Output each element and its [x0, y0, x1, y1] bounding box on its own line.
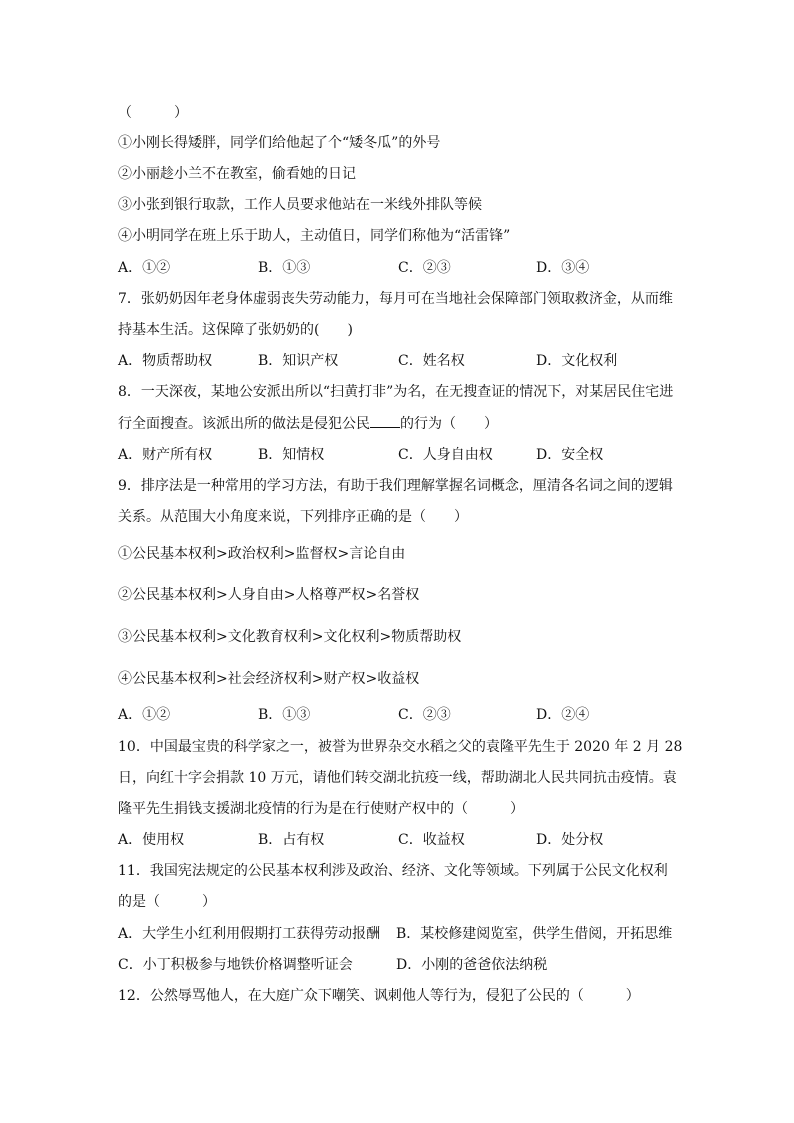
q9-item-4: ④公民基本权利>社会经济权利>财产权>收益权 [118, 671, 420, 687]
q11-line-2: 的是（ ） [118, 894, 216, 910]
q9-item-2: ②公民基本权利>人身自由>人格尊严权>名誉权 [118, 587, 420, 603]
q9-option-c[interactable]: C．②③ [398, 707, 451, 723]
q10-option-a[interactable]: A．使用权 [118, 832, 185, 848]
q10-option-d[interactable]: D．处分权 [536, 832, 604, 848]
q9-option-a[interactable]: A．①② [118, 707, 171, 723]
q9-option-d[interactable]: D．②④ [536, 707, 590, 723]
q9-line-1: 9．排序法是一种常用的学习方法，有助于我们理解掌握名词概念，厘清各名词之间的逻辑 [118, 478, 673, 494]
q7-line-2: 持基本生活。这保障了张奶奶的( ) [118, 322, 353, 338]
q10-line-2: 日，向红十字会捐款 10 万元，请他们转交湖北抗疫一线，帮助湖北人民共同抗击疫情。袁 [118, 770, 677, 786]
q6-item-4: ④小明同学在班上乐于助人，主动值日，同学们称他为“活雷锋” [118, 228, 511, 244]
q10-option-b[interactable]: B．占有权 [258, 832, 325, 848]
q9-item-3: ③公民基本权利>文化教育权利>文化权利>物质帮助权 [118, 629, 462, 645]
answer-blank [370, 414, 400, 428]
q7-option-a[interactable]: A．物质帮助权 [118, 353, 213, 369]
q8-option-d[interactable]: D．安全权 [536, 447, 604, 463]
q8-line-2-before-blank: 行全面搜查。该派出所的做法是侵犯公民 [118, 416, 370, 432]
q7-option-b[interactable]: B．知识产权 [258, 353, 339, 369]
q8-line-2-after-blank: 的行为（ ） [400, 416, 498, 432]
q6-option-d[interactable]: D．③④ [536, 260, 590, 276]
q11-option-c[interactable]: C．小丁积极参与地铁价格调整听证会 [118, 957, 353, 973]
q10-line-3: 隆平先生捐钱支援湖北疫情的行为是在行使财产权中的（ ） [118, 801, 524, 817]
q6-stem-tail: （ ） [118, 105, 188, 121]
q11-option-a[interactable]: A．大学生小红利用假期打工获得劳动报酬 [118, 926, 381, 942]
q11-option-b[interactable]: B．某校修建阅览室，供学生借阅，开拓思维 [396, 926, 673, 942]
q12-line-1: 12．公然辱骂他人，在大庭广众下嘲笑、讽刺他人等行为，侵犯了公民的（ ） [118, 988, 640, 1004]
q9-line-2: 关系。从范围大小角度来说，下列排序正确的是（ ） [118, 509, 468, 525]
q7-option-d[interactable]: D．文化权利 [536, 353, 618, 369]
q6-item-3: ③小张到银行取款，工作人员要求他站在一米线外排队等候 [118, 197, 482, 213]
q9-item-1: ①公民基本权利>政治权利>监督权>言论自由 [118, 546, 406, 562]
q8-line-2 [118, 414, 498, 433]
q10-option-c[interactable]: C．收益权 [398, 832, 465, 848]
q9-option-b[interactable]: B．①③ [258, 707, 311, 723]
q6-item-2: ②小丽趁小兰不在教室，偷看她的日记 [118, 166, 356, 182]
q8-option-b[interactable]: B．知情权 [258, 447, 325, 463]
q10-line-1: 10．中国最宝贵的科学家之一，被誉为世界杂交水稻之父的袁隆平先生于 2020 年 2 月 28 [118, 739, 683, 755]
q8-option-a[interactable]: A．财产所有权 [118, 447, 213, 463]
q8-option-c[interactable]: C．人身自由权 [398, 447, 493, 463]
q11-line-1: 11．我国宪法规定的公民基本权利涉及政治、经济、文化等领域。下列属于公民文化权利 [118, 863, 668, 879]
q8-line-1: 8．一天深夜，某地公安派出所以“扫黄打非”为名，在无搜查证的情况下，对某居民住宅进 [118, 384, 674, 400]
q6-option-c[interactable]: C．②③ [398, 260, 451, 276]
q6-option-a[interactable]: A．①② [118, 260, 171, 276]
q7-option-c[interactable]: C．姓名权 [398, 353, 465, 369]
q6-option-b[interactable]: B．①③ [258, 260, 311, 276]
q6-item-1: ①小刚长得矮胖，同学们给他起了个“矮冬瓜”的外号 [118, 135, 441, 151]
q7-line-1: 7．张奶奶因年老身体虚弱丧失劳动能力，每月可在当地社会保障部门领取救济金，从而维 [118, 291, 673, 307]
q11-option-d[interactable]: D．小刚的爸爸依法纳税 [396, 957, 548, 973]
